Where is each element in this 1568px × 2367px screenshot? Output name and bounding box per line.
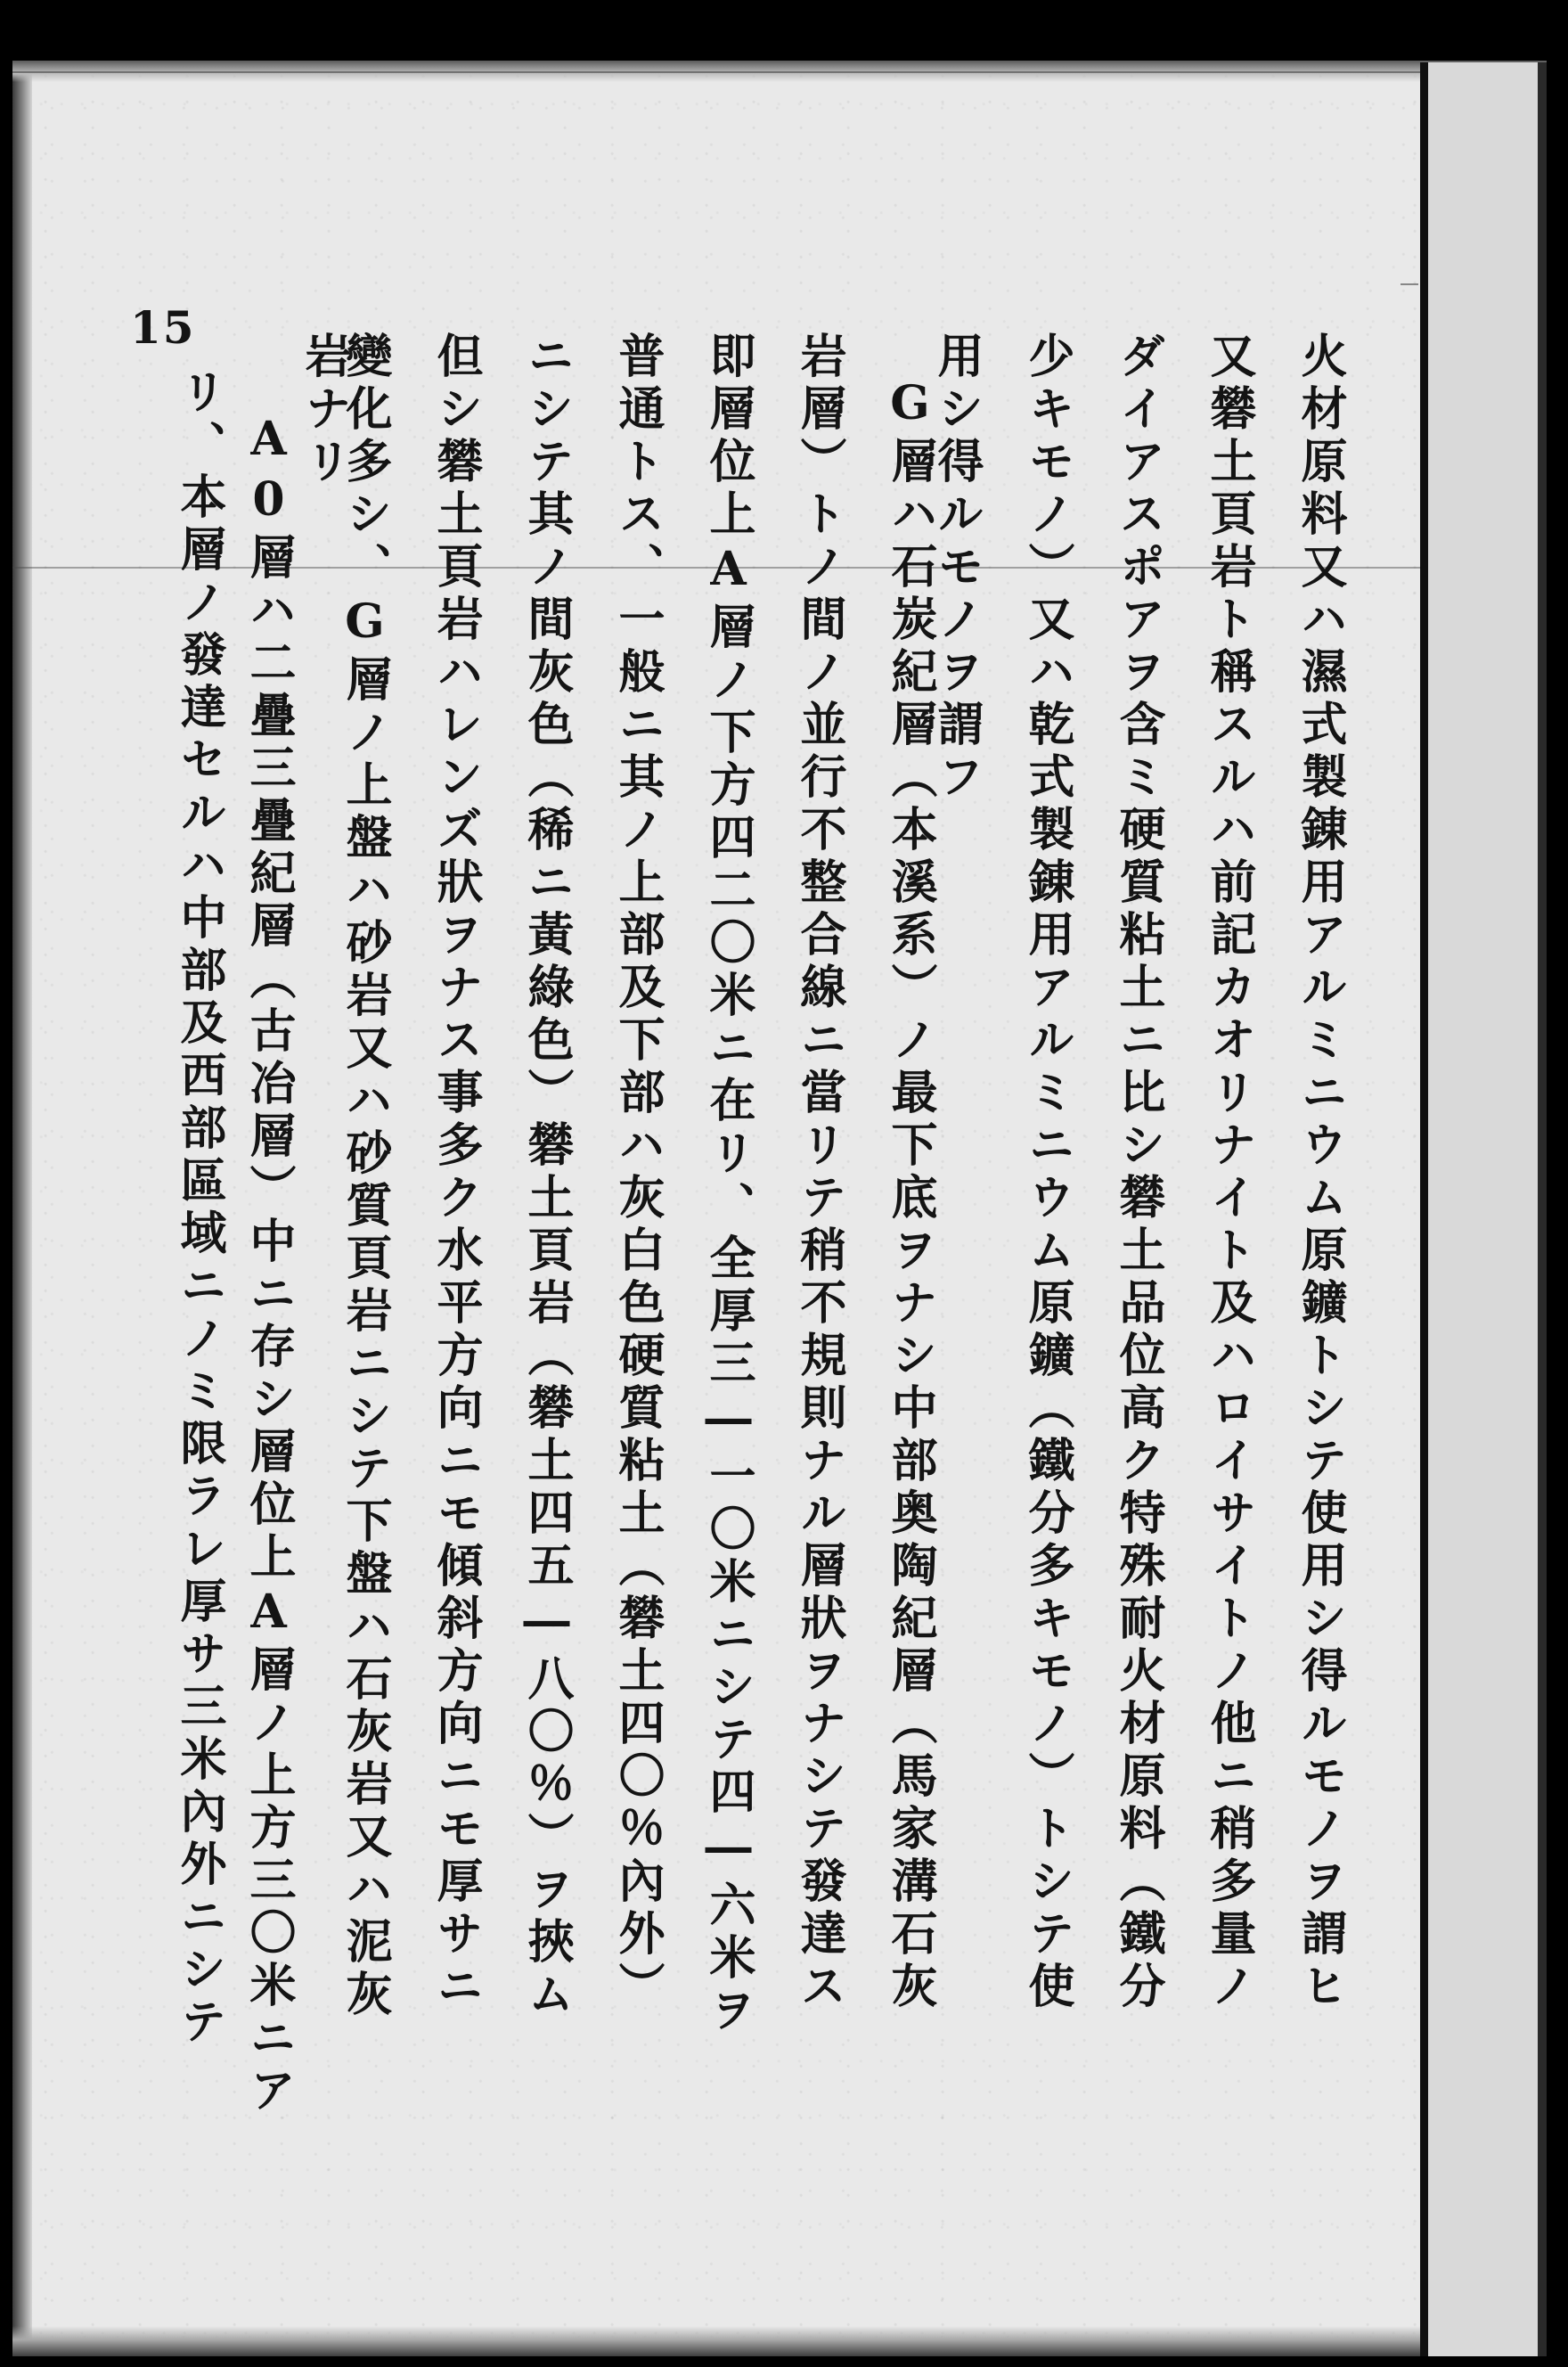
text-column-9: 普通トス、一般ニ其ノ上部及下部ハ灰白色硬質粘土（礬土四〇％內外） — [610, 332, 665, 2014]
facing-page-edge — [1538, 62, 1547, 2356]
text-column-14: A0層ハ二疊三疊紀層（古冶層）中ニ存シ層位上A層ノ上方三〇米ニア — [241, 412, 296, 2118]
text-column-1: 火材原料又ハ濕式製錬用アルミニウム原鑛トシテ使用シ得ルモノヲ謂ヒ — [1293, 332, 1347, 2014]
gutter-line — [1420, 62, 1428, 2356]
text-column-3: ダイアスポアヲ含ミ硬質粘土ニ比シ礬土品位高ク特殊耐火材原料（鐵分 — [1111, 332, 1165, 2014]
text-column-10: ニシテ其ノ間灰色（稀ニ黃綠色）礬土頁岩（礬土四五―八〇％）ヲ挾ム — [519, 332, 574, 2022]
text-column-4: 少キモノ）又ハ乾式製錬用アルミニウム原鑛（鐵分多キモノ）トシテ使 — [1020, 332, 1074, 2014]
facing-page-strip — [1428, 62, 1547, 2356]
text-column-11: 但シ礬土頁岩ハレンズ狀ヲナス事多ク水平方向ニモ傾斜方向ニモ厚サニ — [429, 332, 483, 2014]
text-column-8: 即層位上A層ノ下方四二〇米ニ在リ、全厚三―一〇米ニシテ四―六米ヲ — [701, 332, 755, 2038]
left-page-shadow — [12, 71, 32, 2353]
top-rule — [12, 71, 1420, 73]
page-number: 15 — [130, 301, 196, 354]
text-column-12: 變化多シ、G層ノ上盤ハ砂岩又ハ砂質頁岩ニシテ下盤ハ石灰岩又ハ泥灰 — [338, 332, 392, 2022]
text-column-5: 用シ得ルモノヲ謂フ — [929, 332, 984, 805]
text-column-2: 又礬土頁岩ト稱スルハ前記カオリナイト及ハロイサイトノ他ニ稍多量ノ — [1202, 332, 1256, 2014]
text-column-6: G層ハ石炭紀層（本溪系）ノ最下底ヲナシ中部奥陶紀層（馬家溝石灰 — [883, 376, 937, 2014]
text-column-13: 岩ナリ — [297, 332, 351, 489]
crease-mark — [1401, 283, 1418, 285]
text-column-15: リ、本層ノ發達セルハ中部及西部區域ニノミ限ラレ厚サ三米內外ニシテ — [172, 367, 226, 2050]
text-column-7: 岩層）トノ間ノ並行不整合線ニ當リテ稍不規則ナル層狀ヲナシテ發達ス — [792, 332, 846, 2014]
